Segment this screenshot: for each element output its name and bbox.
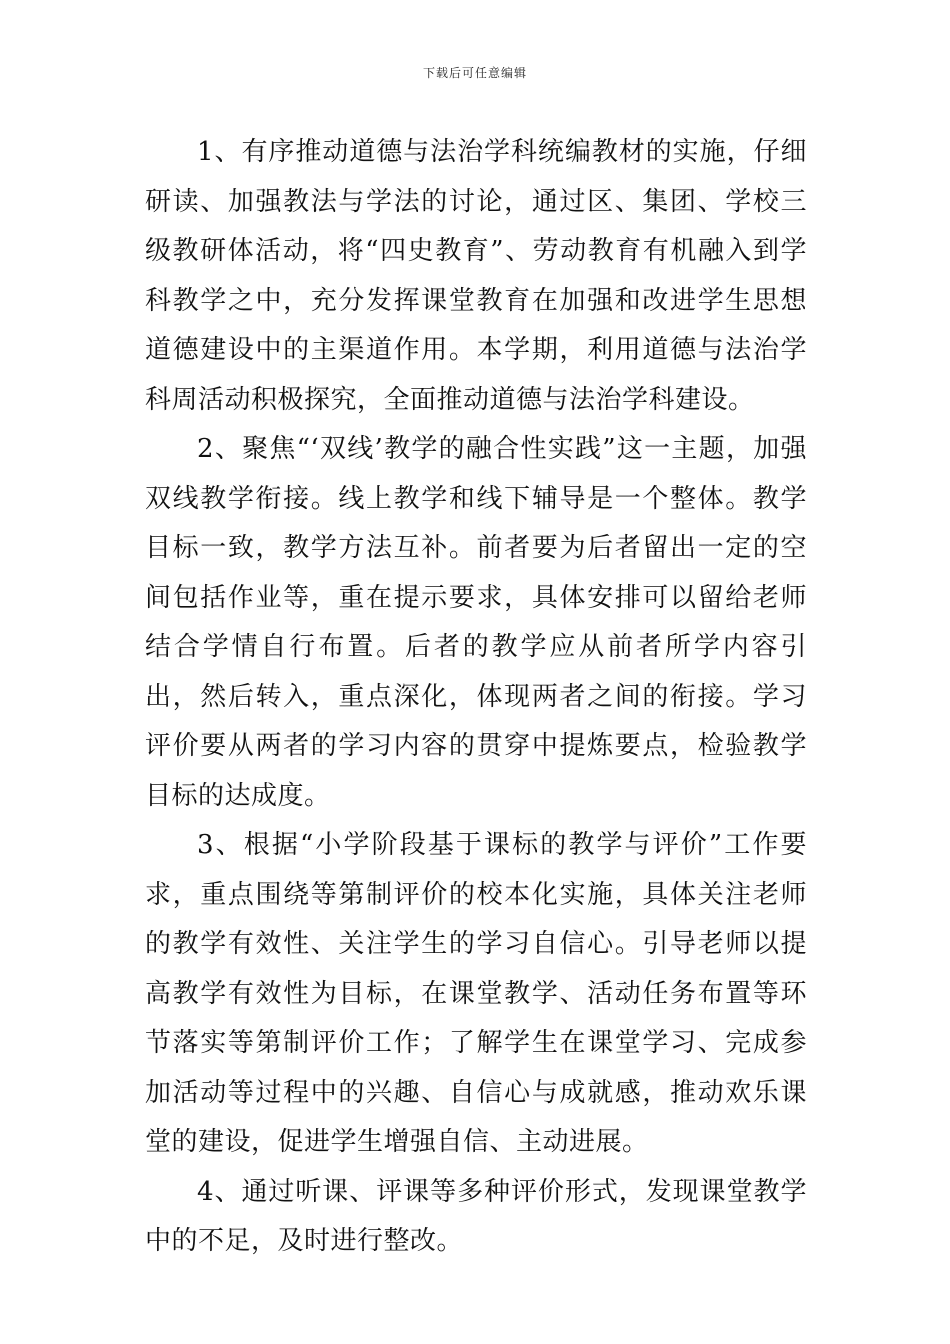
page-header: 下载后可任意编辑 (422, 66, 527, 80)
paragraph-3: 3、根据“小学阶段基于课标的教学与评价”工作要求，重点围绕等第制评价的校本化实施，具体关注老师的教学有效性、关注学生的学习自信心。引导老师以提高教学有效性为目标，在课堂教学、活动任务布置等环节落实等第制评价工作；了解学生在课堂学习、完成参加活动等过程中的兴趣、自信心与成就感，推动欢乐课堂的建设，促进学生增强自信、主动进展。 (145, 830, 807, 1157)
document-body (145, 128, 807, 1267)
paragraph-2: 2、聚焦“‘双线’教学的融合性实践”这一主题，加强双线教学衔接。线上教学和线下辅导是一个整体。教学目标一致，教学方法互补。前者要为后者留出一定的空间包括作业等，重在提示要求，具体安排可以留给老师结合学情自行布置。后者的教学应从前者所学内容引出，然后转入，重点深化，体现两者之间的衔接。学习评价要从两者的学习内容的贯穿中提炼要点，检验教学目标的达成度。 (145, 434, 807, 811)
paragraph-4: 4、通过听课、评课等多种评价形式，发现课堂教学中的不足，及时进行整改。 (145, 1176, 807, 1256)
paragraph-1: 1、有序推动道德与法治学科统编教材的实施，仔细研读、加强教法与学法的讨论，通过区、集团、学校三级教研体活动，将“四史教育”、劳动教育有机融入到学科教学之中，充分发挥课堂教育在加强和改进学生思想道德建设中的主渠道作用。本学期，利用道德与法治学科周活动积极探究，全面推动道德与法治学科建设。 (145, 137, 807, 415)
